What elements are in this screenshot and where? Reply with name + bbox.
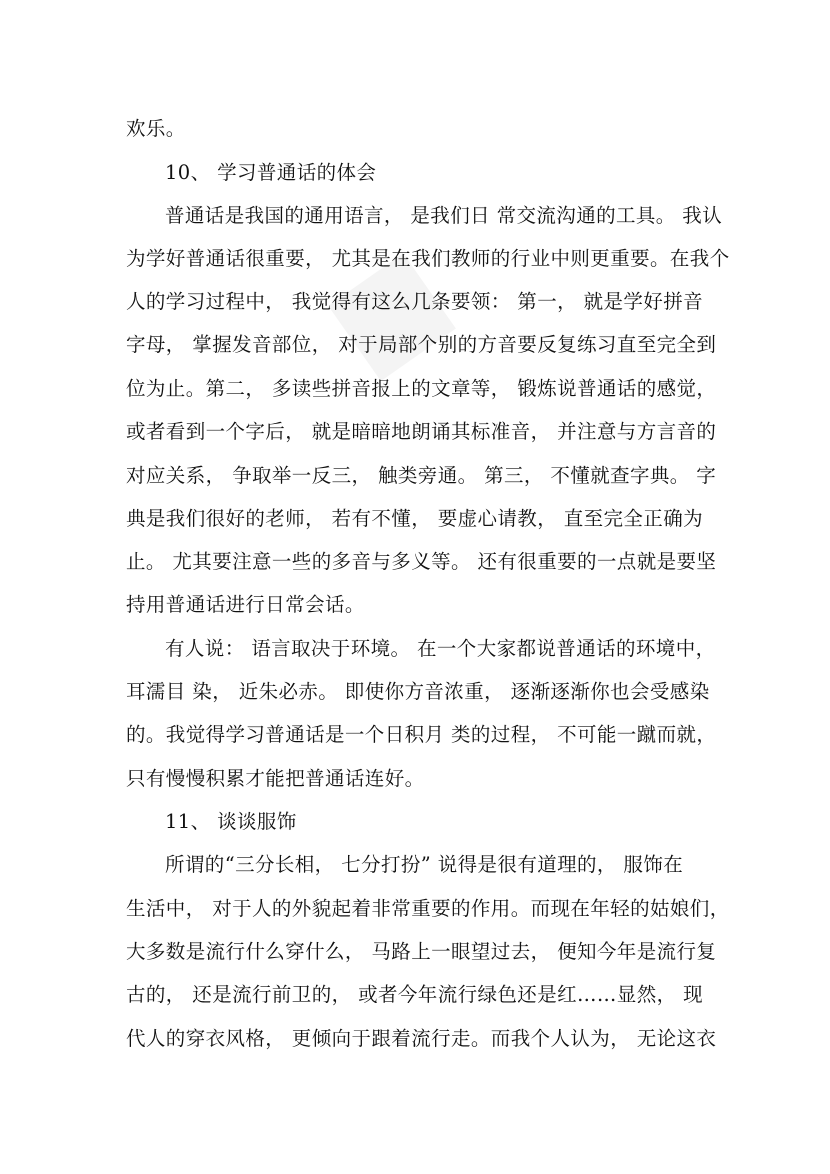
text-line: 普通话是我国的通用语言， 是我们日 常交流沟通的工具。 我认 xyxy=(165,204,723,227)
text-line: 生活中， 对于人的外貌起着非常重要的作用。而现在年轻的姑娘们， xyxy=(126,897,730,920)
text-line: 位为止。第二， 多读些拼音报上的文章等， 锻炼说普通话的感觉， xyxy=(126,377,717,400)
text-line: 的。我觉得学习普通话是一个日积月 类的过程， 不可能一蹴而就， xyxy=(126,723,717,746)
text-line: 有人说： 语言取决于环境。 在一个大家都说普通话的环境中， xyxy=(165,637,716,660)
text-line: 耳濡目 染， 近朱必赤。 即使你方音浓重， 逐渐逐渐你也会受感染 xyxy=(126,680,710,703)
text-line: 字母， 掌握发音部位， 对于局部个别的方音要反复练习直至完全到 xyxy=(126,333,717,356)
section-heading: 10、 学习普通话的体会 xyxy=(165,161,377,184)
text-line: 只有慢慢积累才能把普通话连好。 xyxy=(126,767,425,790)
text-line: 或者看到一个字后， 就是暗暗地朗诵其标准音， 并注意与方言音的 xyxy=(126,420,717,443)
text-line: 代人的穿衣风格， 更倾向于跟着流行走。而我个人认为， 无论这衣 xyxy=(126,1027,717,1050)
text-line: 持用普通话进行日常会话。 xyxy=(126,593,365,616)
section-heading: 11、 谈谈服饰 xyxy=(165,810,297,833)
text-line: 人的学习过程中， 我觉得有这么几条要领： 第一， 就是学好拼音 xyxy=(126,290,703,313)
text-line: 古的， 还是流行前卫的， 或者今年流行绿色还是红……显然， 现 xyxy=(126,983,703,1006)
text-line: 止。 尤其要注意一些的多音与多义等。 还有很重要的一点就是要坚 xyxy=(126,550,717,573)
text-line: 对应关系， 争取举一反三， 触类旁通。 第三， 不懂就查字典。 字 xyxy=(126,464,717,487)
text-line: 大多数是流行什么穿什么， 马路上一眼望过去， 便知今年是流行复 xyxy=(126,940,717,963)
text-line: 欢乐。 xyxy=(126,117,186,140)
text-line: 典是我们很好的老师， 若有不懂， 要虚心请教， 直至完全正确为 xyxy=(126,507,703,530)
text-line: 所谓的“三分长相， 七分打扮” 说得是很有道理的， 服饰在 xyxy=(165,853,684,876)
text-line: 为学好普通话很重要， 尤其是在我们教师的行业中则更重要。在我个 xyxy=(126,247,730,270)
